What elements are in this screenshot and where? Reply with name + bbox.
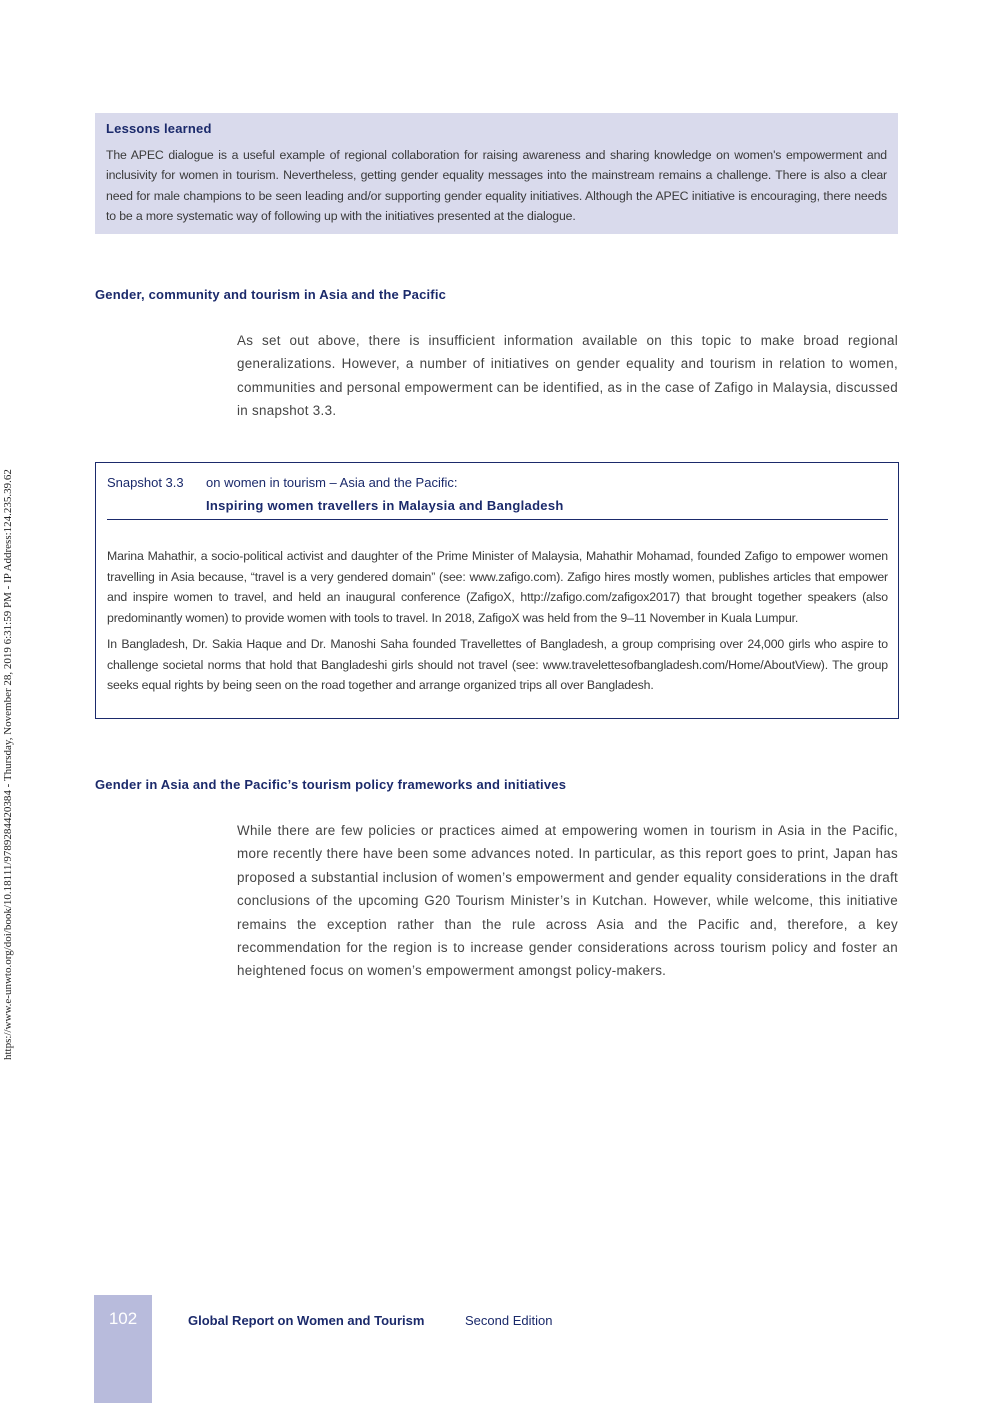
section-heading-community: Gender, community and tourism in Asia and the Pacific [95,287,447,302]
section-body-community: As set out above, there is insufficient information available on this topic to make broad regional generalizations. However, a number of initiatives on gender equality and tourism in relation to women, communities and personal empowerment can be identified, as in the case of Zafigo in Malaysia, discussed in snapshot 3.3. [237,333,898,419]
snapshot-paragraph-bangladesh: In Bangladesh, Dr. Sakia Haque and Dr. Manoshi Saha founded Travellettes of Bangladesh, a group comprising over 24,000 girls who aspire to challenge societal norms that hold that Bangladeshi girls should not travel (see: www.travelettesofbangladesh.com/Home/AboutView). The group seeks equal rights by being seen on the road together and arrange organized trips all over Bangladesh. [107,637,888,692]
page-number-tab [94,1295,152,1403]
footer-edition: Second Edition [465,1313,553,1328]
page-number: 102 [108,1309,138,1328]
snapshot-title: Inspiring women travellers in Malaysia and Bangladesh [107,497,888,520]
section-body-policy: While there are few policies or practices aimed at empowering women in tourism in Asia in the Pacific, more recently there have been some advances noted. In particular, as this report goes to print, Japan has proposed a substantial inclusion of women’s empowerment and gender equality considerations in the draft conclusions of the upcoming G20 Tourism Minister’s in Kutchan. However, while welcome, this initiative remains the exception rather than the rule across Asia and the Pacific and, therefore, a key recommendation for the region is to increase gender considerations across tourism policy and foster an heightened focus on women’s empowerment amongst policy-makers. [237,823,898,979]
footer-report-title: Global Report on Women and Tourism [188,1313,425,1328]
lessons-learned-title: Lessons learned [106,121,212,136]
snapshot-subtitle: on women in tourism – Asia and the Pacific: [206,475,458,490]
snapshot-paragraph-malaysia: Marina Mahathir, a socio-political activist and daughter of the Prime Minister of Malaysia, Mahathir Mohamad, founded Zafigo to empower women travelling in Asia because, “travel is a very gendered domain” (see: www.zafigo.com). Zafigo hires mostly women, publishes articles that empower and inspire women to travel, and held an inaugural conference (ZafigoX, http://zafigo.com/zafigox2017) that brought together speakers (also predominantly women) to provide women with tools to travel. In 2018, ZafigoX was held from the 9–11 November in Kuala Lumpur. [107,549,888,625]
lessons-learned-text: The APEC dialogue is a useful example of regional collaboration for raising awareness and sharing knowledge on women's empowerment and inclusivity for women in tourism. Nevertheless, getting gender equality messages into the mainstream remains a challenge. There is also a clear need for male champions to be seen leading and/or supporting gender equality initiatives. Although the APEC initiative is encouraging, there needs to be a more systematic way of following up with the initiatives presented at the dialogue. [106,148,887,223]
section-heading-policy: Gender in Asia and the Pacific’s tourism policy frameworks and initiatives [95,777,567,792]
download-stamp-text: https://www.e-unwto.org/doi/book/10.18111/9789284420384 - Thursday, November 28, 2019 6:31:59 PM - IP Address:124.235.39.62 [2,469,14,1060]
snapshot-box [95,462,899,719]
snapshot-label: Snapshot 3.3 [107,475,184,490]
snapshot-header [107,473,888,497]
download-stamp [2,340,20,1070]
lessons-learned-box [95,113,898,234]
